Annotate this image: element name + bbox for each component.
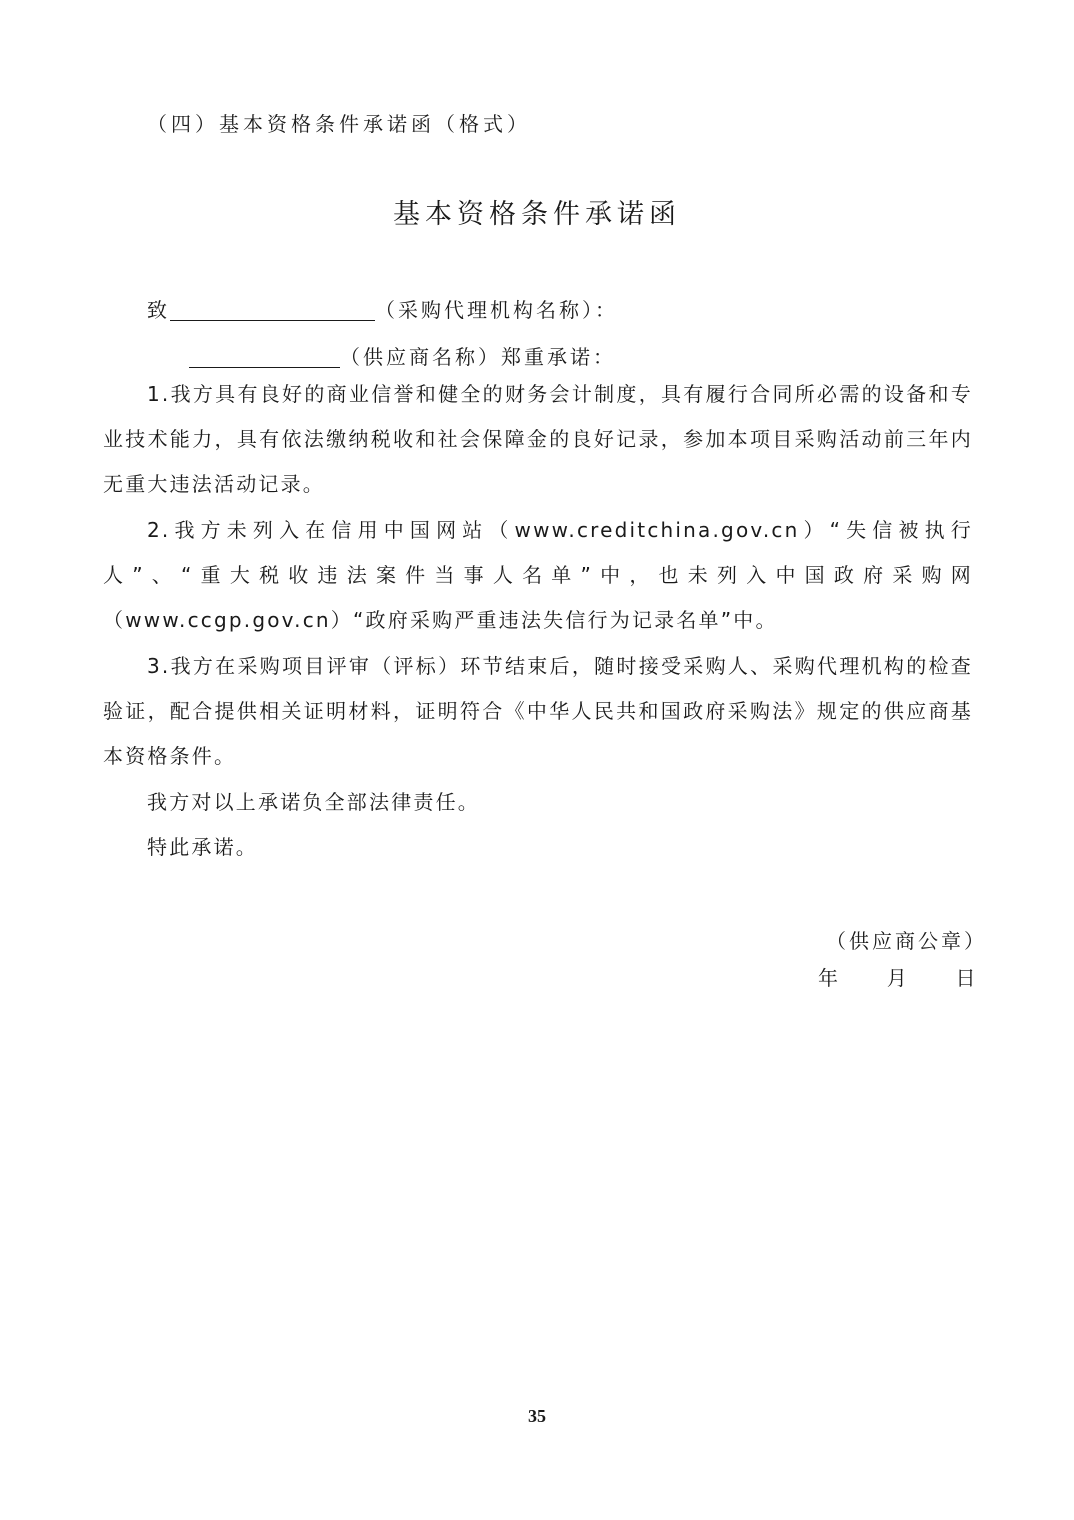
date-line [818, 962, 975, 991]
closing-statement: 特此承诺。 [147, 835, 258, 859]
liability-statement: 我方对以上承诺负全部法律责任。 [147, 790, 480, 814]
section-heading: （四）基本资格条件承诺函（格式） [147, 112, 531, 136]
agency-name-blank [170, 298, 375, 321]
supplier-name-blank [189, 345, 340, 368]
commitment-paragraph-3: 3.我方在采购项目评审（评标）环节结束后，随时接受采购人、采购代理机构的检查验证，配合提供相关证明材料，证明符合《中华人民共和国政府采购法》规定的供应商基本资格条件。 [103, 654, 973, 768]
commitment-paragraph-2: 2.我方未列入在信用中国网站（www.creditchina.gov.cn）“失信被执行人”、“重大税收违法案件当事人名单”中，也未列入中国政府采购网（www.ccgp.gov.cn）“政府采购严重违法失信行为记录名单”中。 [103, 518, 973, 632]
addressee-prefix: 致 [147, 298, 170, 322]
supplier-line [189, 341, 616, 370]
page-number: 35 [528, 1406, 546, 1426]
supplier-line-suffix: （供应商名称）郑重承诺： [340, 345, 616, 369]
date-year-label: 年 [818, 966, 838, 990]
date-month-label: 月 [886, 966, 907, 990]
commitment-paragraph-1: 1.我方具有良好的商业信誉和健全的财务会计制度，具有履行合同所必需的设备和专业技术能力，具有依法缴纳税收和社会保障金的良好记录，参加本项目采购活动前三年内无重大违法活动记录。 [103, 382, 973, 496]
date-day-label: 日 [955, 966, 976, 990]
document-title: 基本资格条件承诺函 [393, 199, 681, 230]
addressee-line [147, 294, 618, 323]
supplier-seal-label: （供应商公章） [826, 929, 987, 953]
addressee-suffix: （采购代理机构名称）： [375, 298, 618, 322]
